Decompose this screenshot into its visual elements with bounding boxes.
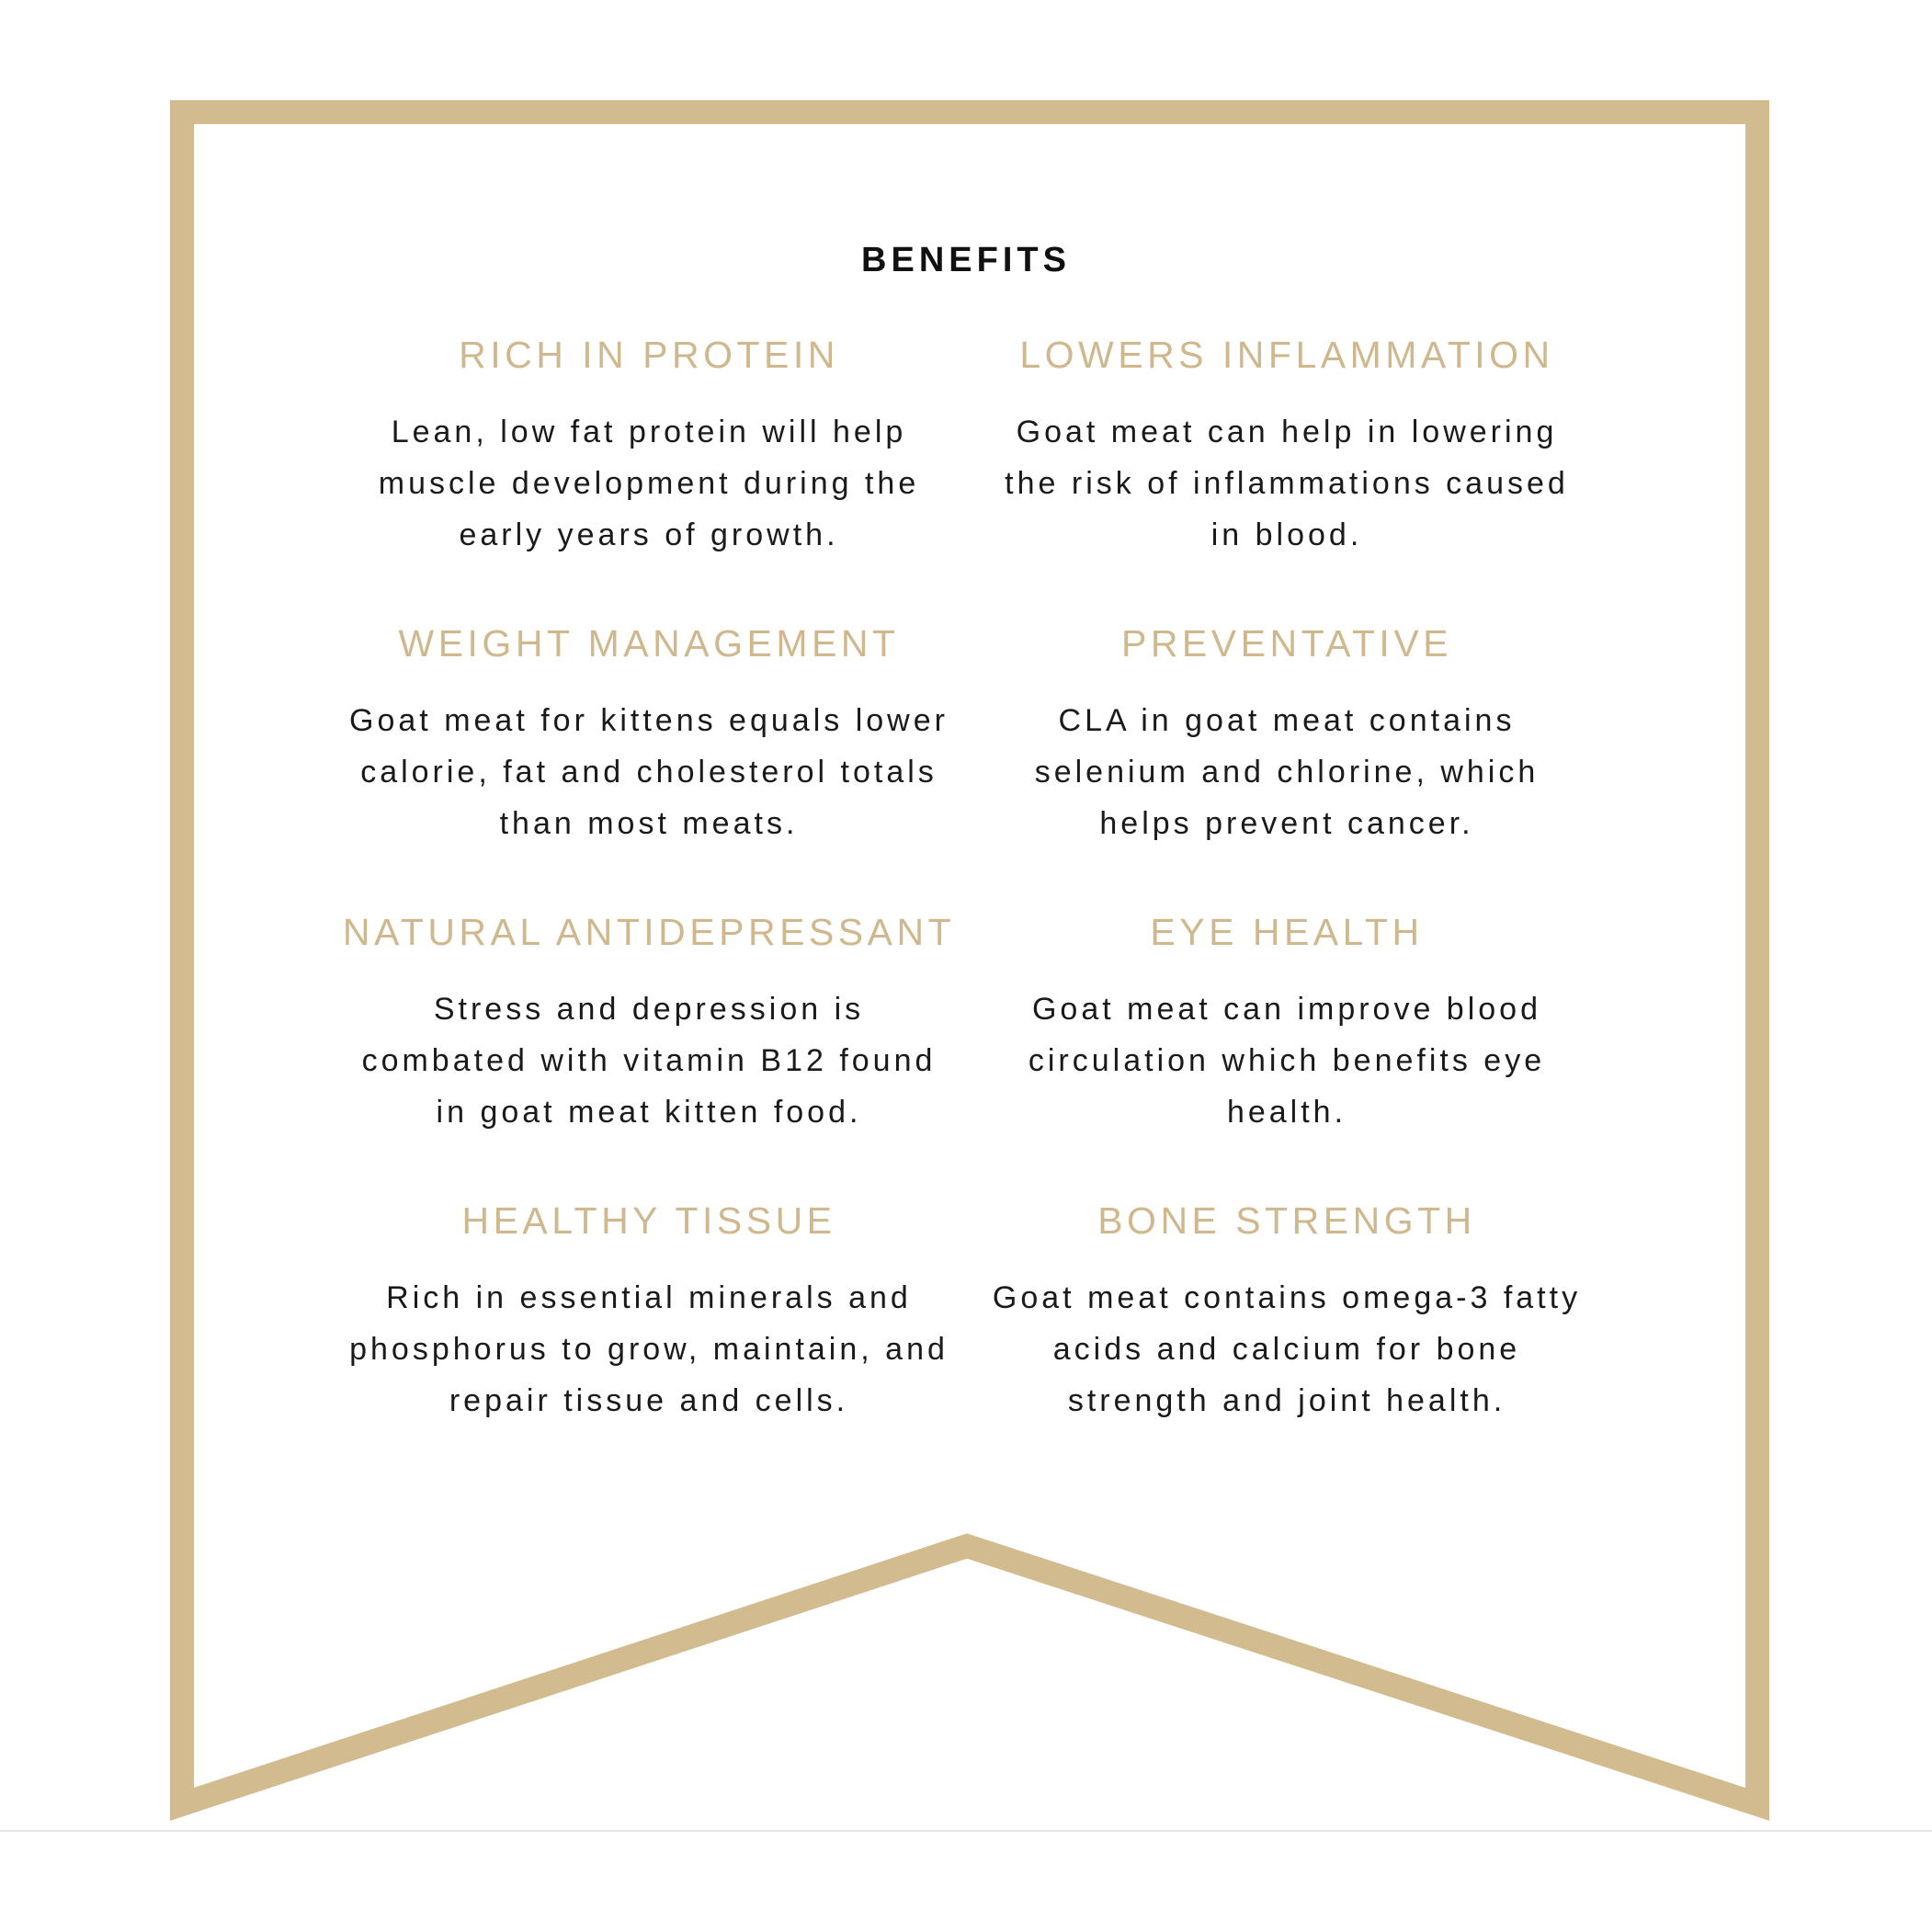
benefit-description: Goat meat contains omega-3 fatty acids and calcium for bone strength and joint health. bbox=[992, 1280, 1582, 1418]
benefit-description: Goat meat can help in lowering the risk of inflammations caused in blood. bbox=[1005, 415, 1569, 552]
benefit-title: WEIGHT MANAGEMENT bbox=[398, 622, 900, 665]
benefit-description: Lean, low fat protein will help muscle development during the early years of growth. bbox=[378, 415, 920, 552]
benefit-card-eye-health bbox=[965, 908, 1608, 1138]
benefit-card-weight-management bbox=[327, 619, 971, 849]
benefit-description: Goat meat for kittens equals lower calorie, fat and cholesterol totals than most meats. bbox=[349, 703, 949, 841]
benefit-card-lowers-inflammation bbox=[965, 331, 1608, 561]
divider-line bbox=[0, 1830, 1932, 1832]
benefit-title: HEALTHY TISSUE bbox=[461, 1199, 836, 1242]
benefit-description: CLA in goat meat contains selenium and chlorine, which helps prevent cancer. bbox=[1034, 703, 1540, 841]
benefit-title: EYE HEALTH bbox=[1150, 911, 1424, 953]
benefit-title: PREVENTATIVE bbox=[1120, 622, 1453, 665]
benefit-description: Goat meat can improve blood circulation which benefits eye health. bbox=[1028, 992, 1546, 1130]
benefit-card-bone-strength bbox=[965, 1197, 1608, 1426]
benefit-description: Rich in essential minerals and phosphorus to grow, maintain, and repair tissue and cells. bbox=[349, 1280, 949, 1418]
benefit-title: LOWERS INFLAMMATION bbox=[1019, 334, 1554, 376]
benefit-card-rich-in-protein bbox=[327, 331, 971, 561]
benefit-card-healthy-tissue bbox=[327, 1197, 971, 1426]
section-title: BENEFITS bbox=[861, 241, 1071, 279]
benefit-card-natural-antidepressant bbox=[327, 908, 971, 1138]
benefit-card-preventative bbox=[965, 619, 1608, 849]
benefit-title: RICH IN PROTEIN bbox=[459, 334, 839, 376]
benefit-description: Stress and depression is combated with vitamin B12 found in goat meat kitten food. bbox=[361, 992, 937, 1130]
benefit-title: BONE STRENGTH bbox=[1097, 1199, 1476, 1242]
benefit-title: NATURAL ANTIDEPRESSANT bbox=[342, 911, 956, 953]
